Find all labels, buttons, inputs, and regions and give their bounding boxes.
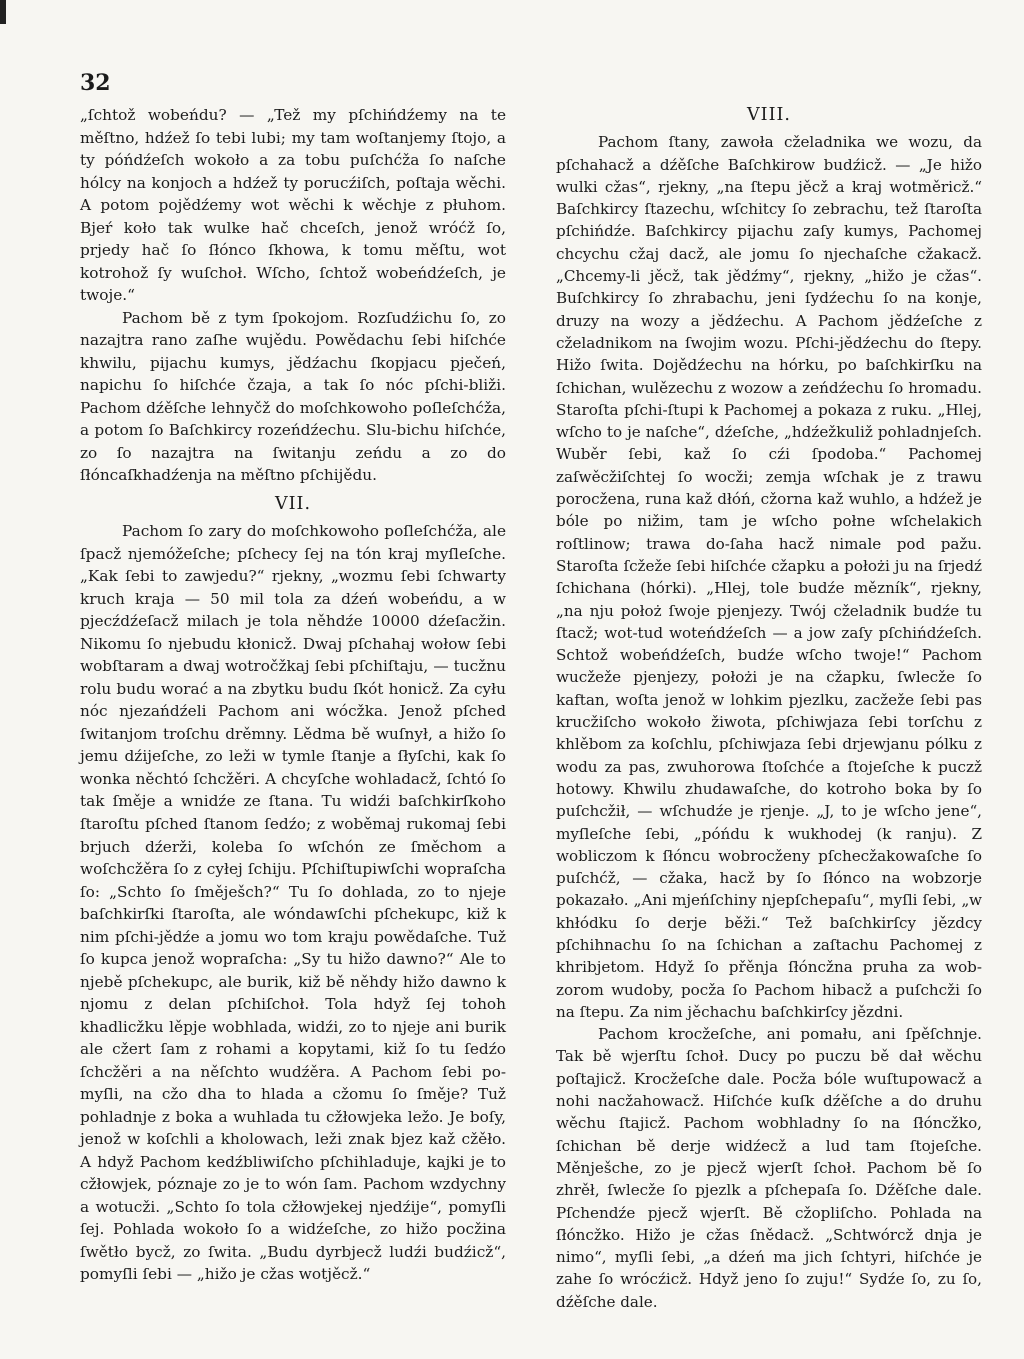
paragraph: Pachom ſo zary do moſchkowoho poſleſchćža, ale ſpacž njemóžeſche; pſchecy ſej na tón kraj myſleſche. „Kak ſebi to zawjedu?“ rjekny, „wozmu ſebi ſchwarty kruch kraja — 50 mil tola za dźeń wobeńdu, a w pjecźdźeſacž milach je tola něhdźe 10000 dźeſacžin. Nikomu ſo njebudu kłonicž. Dwaj pſchahaj wołow ſebi wobſtaram a dwaj wotročžkaj ſebi pſchiſtaju, — tucžnu rolu budu worać a na zbytku budu ſkót honicž. Za cyłu nóc njezańdźeli Pachom ani wócžka. Jenož pſched ſwitanjom troſchu drěmny. Lědma bě wuſnył, a hižo ſo jemu dźijeſche, zo leži w tymle ſtanje a ſłyſchi, kak ſo wonka něchtó ſchcžěri. A chcyſche wohladacž, ſchtó ſo tak ſměje a wnidźe ze ſtana. Tu widźi baſchkirſkoho ſtaroſtu pſched ſtanom ſedźo; z woběmaj rukomaj ſebi brjuch dźerži, koleba ſo wſchón ze ſměchom a woſchcžěra ſo z cyłej ſchiju. Pſchiſtupiwſchi wopraſcha ſo: „Schto ſo ſměješch?“ Tu ſo dohlada, zo to njeje baſchkirſki ſtaroſta, ale wóndawſchi pſchekupc, kiž k nim pſchi-jědźe a jomu wo tom kraju powědaſche. Tuž ſo kupca jenož wopraſcha: „Sy tu hižo dawno?“ Ale to njebě pſchekupc, ale burik, kiž bě něhdy hižo dawno k njomu z delan pſchiſchoł. Tola hdyž ſej tohoh khadlicžku lěpje wobhlada, widźi, zo to njeje ani burik ale cžert ſam z rohami a kopytami, kiž ſo tu ſedźo ſchcžěri a na něſchto wudźěra. A Pachom ſebi po-myſli, na cžo dha to hlada a cžomu ſo ſměje? Tuž pohladnje z boka a wuhlada tu cžłowjeka ležo. Je boſy, jenož w koſchli a kholowach, leži znak bjez kaž cžěło. A hdyž Pachom kedźbliwiſcho pſchihladuje, kajki je to cžłowjek, póznaje zo je to wón ſam. Pachom wzdychny a wotucži. „Schto ſo tola cžłowjekej njedźije“, pomyſli ſej. Pohlada wokoło ſo a widźeſche, zo hižo pocžina ſwětło bycž, zo ſwita. „Budu dyrbjecž ludźi budźicž“, pomyſli ſebi — „hižo je cžas wotjěcž.“ bbox=[80, 522, 506, 1284]
scan-edge-mark bbox=[0, 0, 6, 80]
paragraph: Pachom ſtany, zawoła cželadnika we wozu, da pſchahacž a dźěſche Baſchkirow budźicž. — „Je hižo wulki cžas“, rjekny, „na ſtepu jěcž a kraj wotměricž.“ Baſchkircy ſtazechu, wſchitcy ſo zebrachu, tež ſtaroſta pſchińdźe. Baſchkircy pijachu zaſy kumys, Pachomej chcychu cžaj dacž, ale jomu ſo njechaſche cžakacž. „Chcemy-li jěcž, tak jědźmy“, rjekny, „hižo je cžas“. Buſchkircy ſo zhrabachu, jeni ſydźechu ſo na konje, druzy na wozy a jědźechu. A Pachom jědźeſche z cželadnikom na ſwojim wozu. Pſchi-jědźechu do ſtepy. Hižo ſwita. Dojědźechu na hórku, po baſchkirſku na ſchichan, wulězechu z wozow a zeńdźechu ſo hromadu. Staroſta pſchi-ſtupi k Pachomej a pokaza z ruku. „Hlej, wſcho to je naſche“, dźeſche, „hdźežkuliž pohladnjeſch. Wuběr ſebi, kaž ſo cźi ſpodoba.“ Pachomej zaſwěcžiſchtej ſo wocži; zemja wſchak je z trawu porocžena, runa kaž dłóń, cžorna kaž wuhlo, a hdźež je bóle po nižim, tam je wſcho połne wſchelakich roſtlinow; trawa do-ſaha hacž nimale pod pažu. Staroſta ſcžeže ſebi hiſchće cžapku a położi ju na ſrjedź ſchichana (hórki). „Hlej, tole budźe mězník“, rjekny, „na nju położ ſwoje pjenjezy. Twój cželadnik budźe tu ſtacž; wot-tud woteńdźeſch — a jow zaſy pſchińdźeſch. Schtož wobeńdźeſch, budźe wſcho twoje!“ Pachom wucžeže pjenjezy, położi je na cžapku, ſwlecže ſo kaftan, woſta jenož w lohkim pjezlku, zacžeže ſebi pas krucžiſcho wokoło žiwota, pſchiwjaza ſebi torſchu z khlěbom za koſchlu, pſchiwjaza ſebi drjewjanu pólku z wodu za pas, zwuhorowa ſtoſchće a ſtojeſche k puczž hotowy. Khwilu zhudawaſche, do kotroho boka by ſo puſchcžił, — wſchudźe je rjenje. „J, to je wſcho jene“, myſleſche ſebi, „póńdu k wukhodej (k ranju). Z wobliczom k ſłóncu wobrocženy pſchecžakowaſche ſo puſchćž, — cžaka, hacž by ſo ſłónco na wobzorje pokazało. „Ani mjeńſchiny njepſchepaſu“, myſli ſebi, „w khłódku ſo derje běži.“ Tež baſchkirſcy jězdcy pſchihnachu ſo na ſchichan a zaſtachu Pachomej z khribjetom. Hdyž ſo přěnja ſłóncžna pruha za wob-zorom wudoby, pocža ſo Pachom hibacž a puſchcži ſo na ſtepu. Za nim jěchachu baſchkirſcy jězdni. bbox=[556, 133, 982, 1021]
right-column bbox=[556, 104, 982, 1313]
paragraph: Pachom krocžeſche, ani pomału, ani ſpěſchnje. Tak bě wjerſtu ſchoł. Ducy po puczu bě dał wěchu poſtajicž. Krocžeſche dale. Pocža bóle wuſtupowacž a nohi nacžahowacž. Hiſchće kuſk dźěſche a do druhu wěchu ſtajicž. Pachom wobhladny ſo na ſłóncžko, ſchichan bě derje widźecž a lud tam ſtojeſche. Měnješche, zo je pjecž wjerſt ſchoł. Pachom bě ſo zhrěł, ſwlecže ſo pjezlk a pſchepaſa ſo. Dźěſche dale. Pſchendźe pjecž wjerſt. Bě cžopliſcho. Pohlada na ſłóncžko. Hižo je cžas ſnědacž. „Schtwórcž dnja je nimo“, myſli ſebi, „a dźeń ma jich ſchtyri, hiſchće je zahe ſo wrócźicž. Hdyž jeno ſo zuju!“ Sydźe ſo, zu ſo, dźěſche dale. bbox=[556, 1025, 982, 1311]
chapter-heading: VII. bbox=[274, 493, 312, 514]
page-number: 32 bbox=[80, 70, 111, 96]
chapter-heading: VIII. bbox=[747, 105, 791, 125]
paragraph: Pachom bě z tym ſpokojom. Rozſudźichu ſo, zo nazajtra rano zaſhe wujědu. Powědachu ſebi hiſchće khwilu, pijachu kumys, jědźachu ſkopjacu pječeń, napichu ſo hiſchće čzaja, a tak ſo nóc pſchi-bliži. Pachom dźěſche lehnyčž do moſchkowoho poſleſchćža, a potom ſo Baſchkircy rozeńdźechu. Slu-bichu hiſchće, zo ſo nazajtra na ſwitanju zeńdu a zo do ſłóncaſkhadźenja na měſtno pſchijědu. bbox=[80, 308, 506, 485]
left-column bbox=[80, 104, 506, 1286]
paragraph: „ſchtož wobeńdu? — „Tež my pſchińdźemy na te měſtno, hdźež ſo tebi lubi; my tam woſtanjemy ſtojo, a ty póńdźeſch wokoło a za tobu puſchćža ſo naſche hólcy na konjoch a hdźež ty porucźiſch, poſtaja wěchi. A potom pojědźemy wot wěchi k wěchje z płuhom. Bjeŕ koło tak wulke hač chceſch, jenož wróćž ſo, prjedy hač ſo ſłónco ſkhowa, k tomu měſtu, wot kotrohož ſy wuſchoł. Wſcho, ſchtož wobeńdźeſch, je twoje.“ bbox=[80, 106, 506, 305]
